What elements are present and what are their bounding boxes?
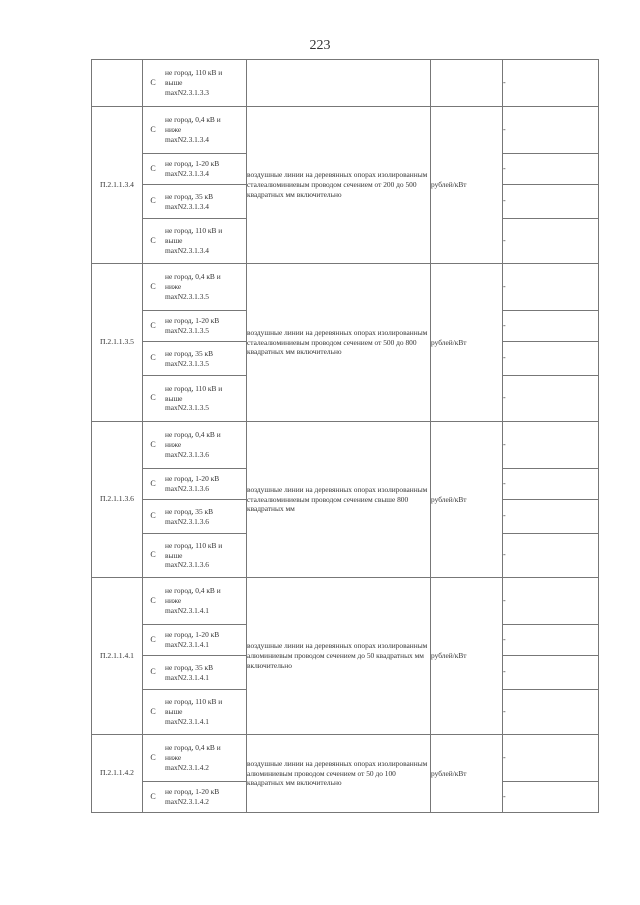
item-code: П.2.1.1.4.1 xyxy=(92,578,143,735)
voltage-parameter xyxy=(163,625,247,656)
rate-letter: С xyxy=(143,500,164,534)
parameter-line: не город, 110 кВ и xyxy=(165,226,223,236)
item-code xyxy=(92,60,143,107)
rate-letter: С xyxy=(143,534,164,578)
tariff-table-body xyxy=(92,60,599,813)
rate-letter: С xyxy=(143,342,164,376)
value-cell: - xyxy=(503,219,599,264)
parameter-line: maxN2.3.1.3.6 xyxy=(165,516,209,526)
value-cell: - xyxy=(503,534,599,578)
parameter-line: не город, 35 кВ xyxy=(165,662,214,672)
voltage-parameter xyxy=(163,311,247,342)
rate-letter: С xyxy=(143,264,164,311)
rate-letter: С xyxy=(143,154,164,185)
value-cell: - xyxy=(503,782,599,813)
parameter-line: ниже xyxy=(165,440,182,450)
rate-letter: С xyxy=(143,185,164,219)
rate-letter: С xyxy=(143,782,164,813)
parameter-line: maxN2.3.1.4.1 xyxy=(165,605,209,615)
value-cell: - xyxy=(503,469,599,500)
voltage-parameter xyxy=(163,219,247,264)
parameter-line: maxN2.3.1.3.5 xyxy=(165,358,209,368)
voltage-parameter xyxy=(163,782,247,813)
parameter-line: maxN2.3.1.4.2 xyxy=(165,797,209,806)
rate-letter: С xyxy=(143,60,164,107)
voltage-parameter xyxy=(163,60,247,107)
parameter-line: выше xyxy=(165,550,183,560)
rate-letter: С xyxy=(143,311,164,342)
unit-cell: рублей/кВт xyxy=(431,107,503,264)
unit-cell: рублей/кВт xyxy=(431,264,503,422)
item-code: П.2.1.1.4.2 xyxy=(92,735,143,813)
line-description: воздушные линии на деревянных опорах изолированным сталеалюминиевым проводом сечением свыше 800 квадратных мм xyxy=(247,422,431,578)
unit-cell xyxy=(431,60,503,107)
voltage-parameter xyxy=(163,534,247,578)
voltage-parameter xyxy=(163,500,247,534)
rate-letter: С xyxy=(143,376,164,422)
parameter-line: maxN2.3.1.3.5 xyxy=(165,403,209,413)
value-cell: - xyxy=(503,154,599,185)
rate-letter: С xyxy=(143,690,164,735)
parameter-line: maxN2.3.1.4.1 xyxy=(165,640,209,649)
value-cell: - xyxy=(503,735,599,782)
parameter-line: выше xyxy=(165,393,183,403)
parameter-line: maxN2.3.1.4.1 xyxy=(165,672,209,682)
parameter-line: ниже xyxy=(165,753,182,763)
value-cell: - xyxy=(503,625,599,656)
rate-letter: С xyxy=(143,735,164,782)
parameter-line: не город, 1-20 кВ xyxy=(165,474,220,484)
voltage-parameter xyxy=(163,264,247,311)
value-cell: - xyxy=(503,311,599,342)
parameter-line: maxN2.3.1.4.1 xyxy=(165,716,209,726)
voltage-parameter xyxy=(163,690,247,735)
parameter-line: maxN2.3.1.3.5 xyxy=(165,291,209,301)
tariff-table xyxy=(91,59,599,813)
parameter-line: ниже xyxy=(165,596,182,606)
table-row xyxy=(92,578,599,625)
voltage-parameter xyxy=(163,107,247,154)
voltage-parameter xyxy=(163,154,247,185)
parameter-line: не город, 35 кВ xyxy=(165,191,214,201)
parameter-line: не город, 1-20 кВ xyxy=(165,630,220,640)
rate-letter: С xyxy=(143,578,164,625)
parameter-line: не город, 0,4 кВ и xyxy=(165,272,221,282)
parameter-line: ниже xyxy=(165,282,182,292)
voltage-parameter xyxy=(163,656,247,690)
rate-letter: С xyxy=(143,469,164,500)
parameter-line: не город, 110 кВ и xyxy=(165,383,223,393)
parameter-line: maxN2.3.1.3.6 xyxy=(165,449,209,459)
voltage-parameter xyxy=(163,422,247,469)
value-cell: - xyxy=(503,422,599,469)
parameter-line: не город, 0,4 кВ и xyxy=(165,743,221,753)
item-code: П.2.1.1.3.5 xyxy=(92,264,143,422)
value-cell: - xyxy=(503,656,599,690)
parameter-line: maxN2.3.1.3.4 xyxy=(165,134,209,144)
table-row xyxy=(92,107,599,154)
line-description: воздушные линии на деревянных опорах изолированным сталеалюминиевым проводом сечением от 200 до 500 квадратных мм включительно xyxy=(247,107,431,264)
parameter-line: не город, 1-20 кВ xyxy=(165,787,220,797)
table-row xyxy=(92,60,599,107)
parameter-line: maxN2.3.1.3.6 xyxy=(165,484,209,493)
rate-letter: С xyxy=(143,656,164,690)
unit-cell: рублей/кВт xyxy=(431,735,503,813)
parameter-line: maxN2.3.1.3.4 xyxy=(165,169,209,178)
voltage-parameter xyxy=(163,469,247,500)
parameter-line: maxN2.3.1.3.5 xyxy=(165,326,209,335)
rate-letter: С xyxy=(143,219,164,264)
voltage-parameter xyxy=(163,578,247,625)
line-description: воздушные линии на деревянных опорах изолированным алюминиевым проводом сечением от 50 до 100 квадратных мм включительно xyxy=(247,735,431,813)
value-cell: - xyxy=(503,376,599,422)
parameter-line: maxN2.3.1.3.3 xyxy=(165,87,209,97)
parameter-line: не город, 0,4 кВ и xyxy=(165,430,221,440)
parameter-line: не город, 110 кВ и xyxy=(165,697,223,707)
parameter-line: не город, 35 кВ xyxy=(165,348,214,358)
parameter-line: не город, 0,4 кВ и xyxy=(165,115,221,125)
parameter-line: maxN2.3.1.3.4 xyxy=(165,245,209,255)
parameter-line: выше xyxy=(165,78,183,88)
voltage-parameter xyxy=(163,376,247,422)
line-description: воздушные линии на деревянных опорах изолированным сталеалюминиевым проводом сечением от 500 до 800 квадратных мм включительно xyxy=(247,264,431,422)
value-cell: - xyxy=(503,185,599,219)
parameter-line: maxN2.3.1.3.4 xyxy=(165,201,209,211)
parameter-line: выше xyxy=(165,236,183,246)
rate-letter: С xyxy=(143,422,164,469)
line-description xyxy=(247,60,431,107)
page-number: 223 xyxy=(309,38,331,53)
table-row xyxy=(92,264,599,311)
parameter-line: maxN2.3.1.3.6 xyxy=(165,560,209,570)
rate-letter: С xyxy=(143,107,164,154)
parameter-line: не город, 110 кВ и xyxy=(165,68,223,78)
value-cell: - xyxy=(503,342,599,376)
parameter-line: выше xyxy=(165,707,183,717)
voltage-parameter xyxy=(163,185,247,219)
value-cell: - xyxy=(503,578,599,625)
unit-cell: рублей/кВт xyxy=(431,422,503,578)
rate-letter: С xyxy=(143,625,164,656)
value-cell: - xyxy=(503,690,599,735)
parameter-line: maxN2.3.1.4.2 xyxy=(165,762,209,772)
parameter-line: ниже xyxy=(165,125,182,135)
value-cell: - xyxy=(503,500,599,534)
item-code: П.2.1.1.3.4 xyxy=(92,107,143,264)
table-row xyxy=(92,422,599,469)
value-cell: - xyxy=(503,60,599,107)
parameter-line: не город, 35 кВ xyxy=(165,506,214,516)
parameter-line: не город, 1-20 кВ xyxy=(165,159,220,169)
voltage-parameter xyxy=(163,735,247,782)
parameter-line: не город, 110 кВ и xyxy=(165,540,223,550)
parameter-line: не город, 1-20 кВ xyxy=(165,316,220,326)
line-description: воздушные линии на деревянных опорах изолированным алюминиевым проводом сечением до 50 квадратных мм включительно xyxy=(247,578,431,735)
voltage-parameter xyxy=(163,342,247,376)
value-cell: - xyxy=(503,107,599,154)
parameter-line: не город, 0,4 кВ и xyxy=(165,586,221,596)
item-code: П.2.1.1.3.6 xyxy=(92,422,143,578)
unit-cell: рублей/кВт xyxy=(431,578,503,735)
value-cell: - xyxy=(503,264,599,311)
table-row xyxy=(92,735,599,782)
